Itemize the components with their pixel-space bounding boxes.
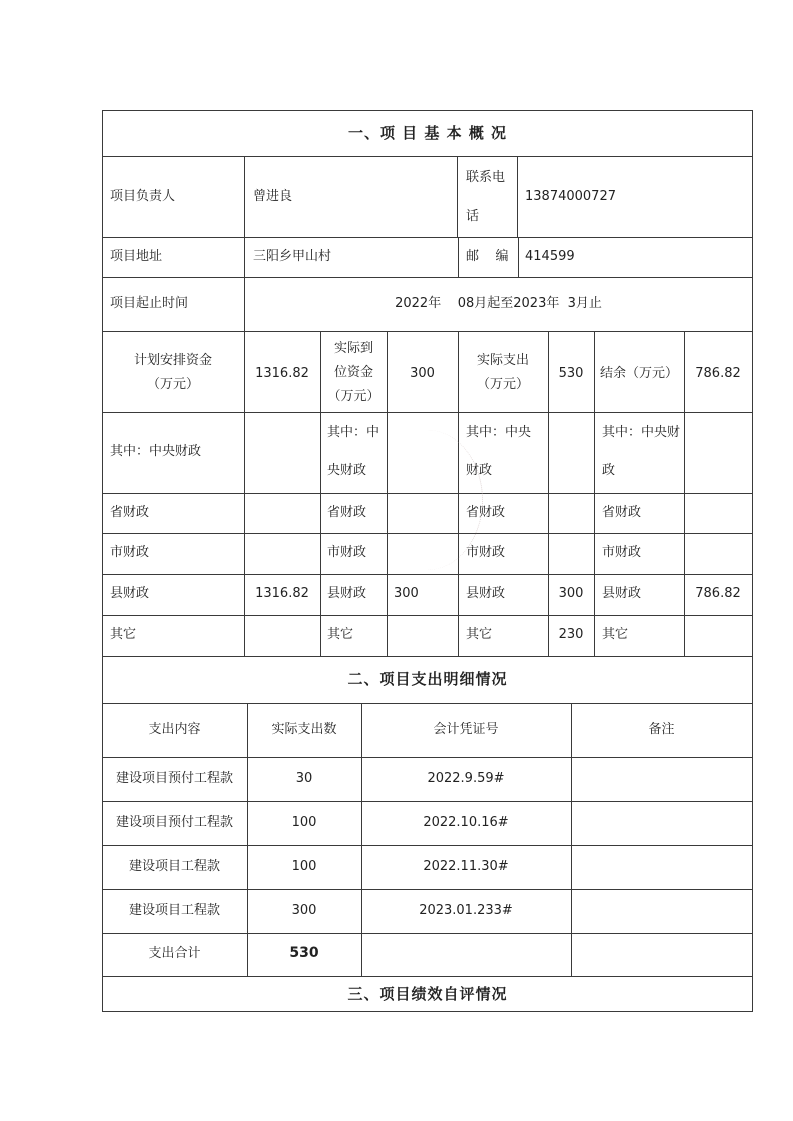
postcode-label: 邮 编	[466, 249, 509, 264]
header-amount: 实际支出数	[271, 722, 337, 737]
leader-label: 项目负责人	[110, 189, 176, 204]
row-amount: 100	[291, 815, 317, 830]
planned-value: 1316.82	[255, 366, 309, 381]
period-value: 2022年 08月起至2023年 3月止	[395, 296, 602, 311]
city-label-c: 市财政	[466, 545, 506, 560]
province-label-d: 省财政	[602, 505, 642, 520]
central-label-b-line1: 其中：中	[327, 425, 380, 440]
row-amount: 100	[291, 859, 317, 874]
central-label-a: 其中：中央财政	[110, 444, 202, 459]
county-label-a: 县财政	[110, 586, 150, 601]
row-content: 建设项目工程款	[128, 903, 220, 918]
province-label-a: 省财政	[110, 505, 150, 520]
total-value: 530	[289, 945, 319, 961]
address-label: 项目地址	[110, 249, 163, 264]
row-voucher: 2022.11.30#	[423, 859, 509, 874]
row-content: 建设项目预付工程款	[115, 815, 233, 830]
central-label-c-line2: 财政	[466, 463, 493, 478]
row-voucher: 2023.01.233#	[419, 903, 513, 918]
phone-value: 13874000727	[525, 189, 616, 204]
row-voucher: 2022.9.59#	[427, 771, 505, 786]
other-label-a: 其它	[110, 627, 137, 642]
section1-title: 一、项 目 基 本 概 况	[347, 124, 508, 142]
county-planned: 1316.82	[255, 586, 309, 601]
arrived-label-line2: 位资金	[333, 365, 373, 380]
province-label-c: 省财政	[466, 505, 506, 520]
other-label-d: 其它	[602, 627, 629, 642]
central-label-d-line1: 其中：中央财	[602, 425, 681, 440]
central-label-c-line1: 其中：中央	[466, 425, 532, 440]
period-label: 项目起止时间	[110, 296, 189, 311]
other-label-b: 其它	[327, 627, 354, 642]
central-label-d-line2: 政	[602, 463, 616, 478]
other-spent: 230	[558, 627, 584, 642]
phone-label-line1: 联系电	[466, 170, 506, 185]
total-label: 支出合计	[148, 946, 201, 961]
row-amount: 300	[291, 903, 317, 918]
balance-label: 结余（万元）	[599, 366, 678, 381]
spent-value: 530	[558, 366, 584, 381]
province-label-b: 省财政	[327, 505, 367, 520]
county-spent: 300	[558, 586, 584, 601]
section2-title: 二、项目支出明细情况	[347, 670, 508, 688]
header-note: 备注	[648, 722, 675, 737]
leader-value: 曾进良	[253, 189, 293, 204]
arrived-label-line1: 实际到	[333, 341, 373, 356]
postcode-value: 414599	[525, 249, 575, 264]
phone-label-line2: 话	[466, 209, 480, 224]
planned-label-line1: 计划安排资金	[133, 353, 212, 368]
planned-label-line2: （万元）	[146, 377, 199, 392]
city-label-a: 市财政	[110, 545, 150, 560]
county-label-d: 县财政	[602, 586, 642, 601]
row-content: 建设项目预付工程款	[115, 771, 233, 786]
arrived-label-line3: （万元）	[327, 389, 380, 404]
city-label-d: 市财政	[602, 545, 642, 560]
county-label-b: 县财政	[327, 586, 367, 601]
arrived-value: 300	[410, 366, 435, 381]
header-voucher: 会计凭证号	[433, 722, 499, 737]
spent-label-line2: （万元）	[476, 377, 529, 392]
county-balance: 786.82	[695, 586, 741, 601]
other-label-c: 其它	[466, 627, 493, 642]
county-arrived: 300	[394, 586, 419, 601]
county-label-c: 县财政	[466, 586, 506, 601]
section3-title: 三、项目绩效自评情况	[347, 985, 508, 1003]
row-amount: 30	[295, 771, 313, 786]
row-content: 建设项目工程款	[128, 859, 220, 874]
spent-label-line1: 实际支出	[476, 353, 529, 368]
row-voucher: 2022.10.16#	[423, 815, 509, 830]
city-label-b: 市财政	[327, 545, 367, 560]
header-content: 支出内容	[148, 722, 201, 737]
central-label-b-line2: 央财政	[327, 463, 367, 478]
address-value: 三阳乡甲山村	[253, 249, 332, 264]
balance-value: 786.82	[695, 366, 741, 381]
